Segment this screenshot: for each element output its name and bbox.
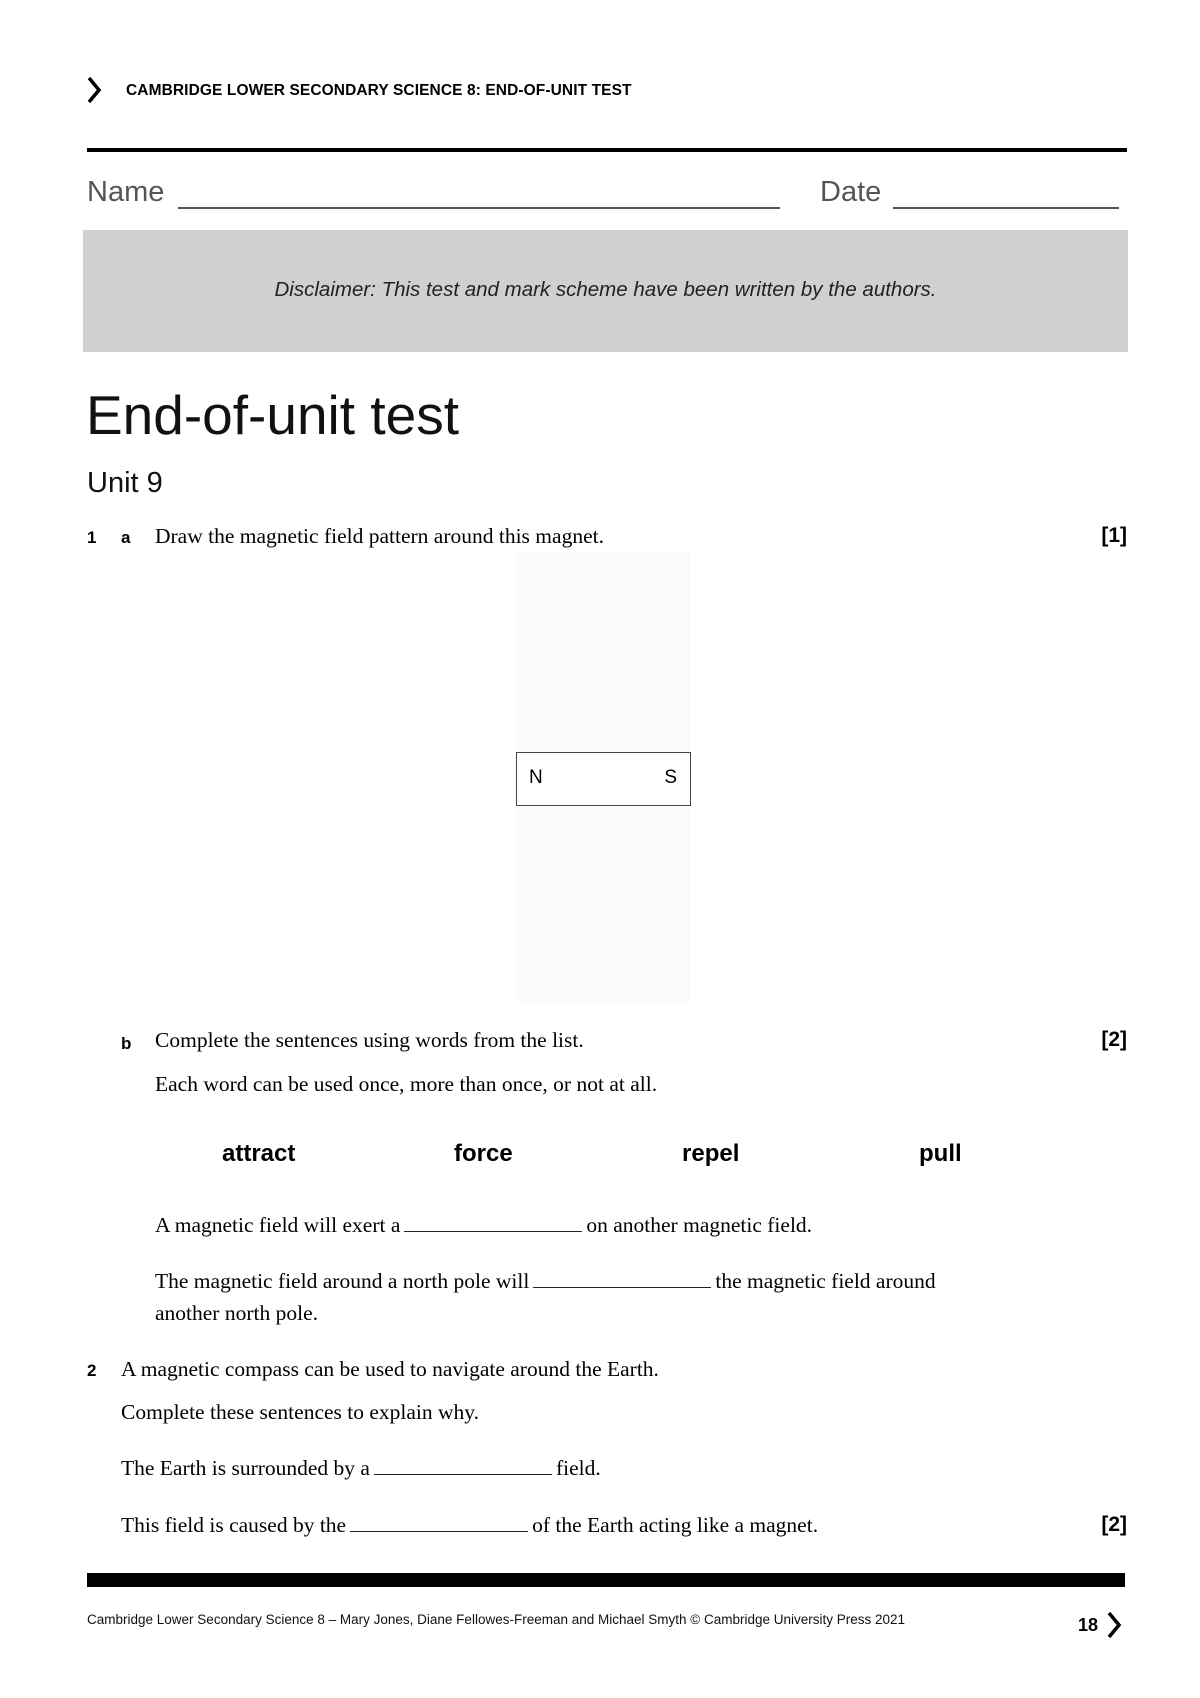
question-1b-sentence-2: [155, 1269, 936, 1294]
question-2-sentence-2: [121, 1513, 818, 1538]
answer-blank[interactable]: [404, 1213, 582, 1232]
north-pole-label: N: [529, 767, 543, 788]
question-1-number: 1: [87, 528, 97, 547]
question-2-text: A magnetic compass can be used to navigate around the Earth.: [121, 1357, 659, 1381]
bar-magnet: [516, 752, 691, 806]
question-1b-text: Complete the sentences using words from the list.: [155, 1028, 584, 1052]
word-option: repel: [682, 1140, 740, 1167]
question-1b-instruction: Each word can be used once, more than once, or not at all.: [155, 1072, 658, 1096]
footer-rule: [87, 1573, 1125, 1587]
word-option: force: [454, 1140, 513, 1167]
question-1a-marks: [1]: [1101, 524, 1127, 547]
word-option: pull: [919, 1140, 962, 1167]
sentence-text: field.: [555, 1456, 601, 1480]
header-title: CAMBRIDGE LOWER SECONDARY SCIENCE 8: END-OF-UNIT TEST: [126, 82, 632, 99]
name-field[interactable]: [178, 207, 780, 209]
south-pole-label: S: [664, 767, 677, 788]
question-2-instruction: Complete these sentences to explain why.: [121, 1400, 480, 1424]
footer-credit: Cambridge Lower Secondary Science 8 – Mary Jones, Diane Fellowes-Freeman and Michael Smyth © Cambridge University Press 2021: [87, 1612, 906, 1627]
page-number: 18: [1078, 1615, 1099, 1635]
chevron-right-icon: [86, 75, 102, 105]
answer-blank[interactable]: [374, 1456, 552, 1475]
question-1b-marks: [2]: [1101, 1028, 1127, 1051]
date-field[interactable]: [893, 207, 1119, 209]
sentence-text: the magnetic field around: [715, 1269, 936, 1293]
disclaimer-box: [83, 230, 1128, 352]
disclaimer-text: Disclaimer: This test and mark scheme have been written by the authors.: [274, 278, 937, 301]
answer-blank[interactable]: [350, 1513, 528, 1532]
sentence-text: The Earth is surrounded by a: [121, 1456, 370, 1480]
sentence-text: of the Earth acting like a magnet.: [532, 1513, 819, 1537]
sentence-text: This field is caused by the: [121, 1513, 347, 1537]
sentence-text: on another magnetic field.: [586, 1213, 813, 1237]
page-title: End-of-unit test: [86, 384, 459, 446]
question-1b-sentence-2-cont: another north pole.: [155, 1301, 318, 1325]
question-1b-label: b: [121, 1034, 132, 1053]
name-label: Name: [87, 176, 165, 208]
answer-blank[interactable]: [533, 1269, 711, 1288]
question-2-marks: [2]: [1101, 1513, 1127, 1536]
header-rule: [87, 148, 1127, 152]
question-1b-sentence-1: [155, 1213, 812, 1238]
sentence-text: A magnetic field will exert a: [155, 1213, 401, 1237]
question-2-sentence-1: [121, 1456, 601, 1481]
question-2-number: 2: [87, 1361, 97, 1380]
question-1a-label: a: [121, 528, 131, 547]
sentence-text: The magnetic field around a north pole will: [155, 1269, 530, 1293]
question-1a-text: Draw the magnetic field pattern around this magnet.: [155, 524, 604, 548]
date-label: Date: [820, 176, 882, 208]
chevron-right-icon: [1106, 1610, 1122, 1640]
unit-heading: Unit 9: [87, 467, 163, 499]
word-option: attract: [222, 1140, 296, 1167]
